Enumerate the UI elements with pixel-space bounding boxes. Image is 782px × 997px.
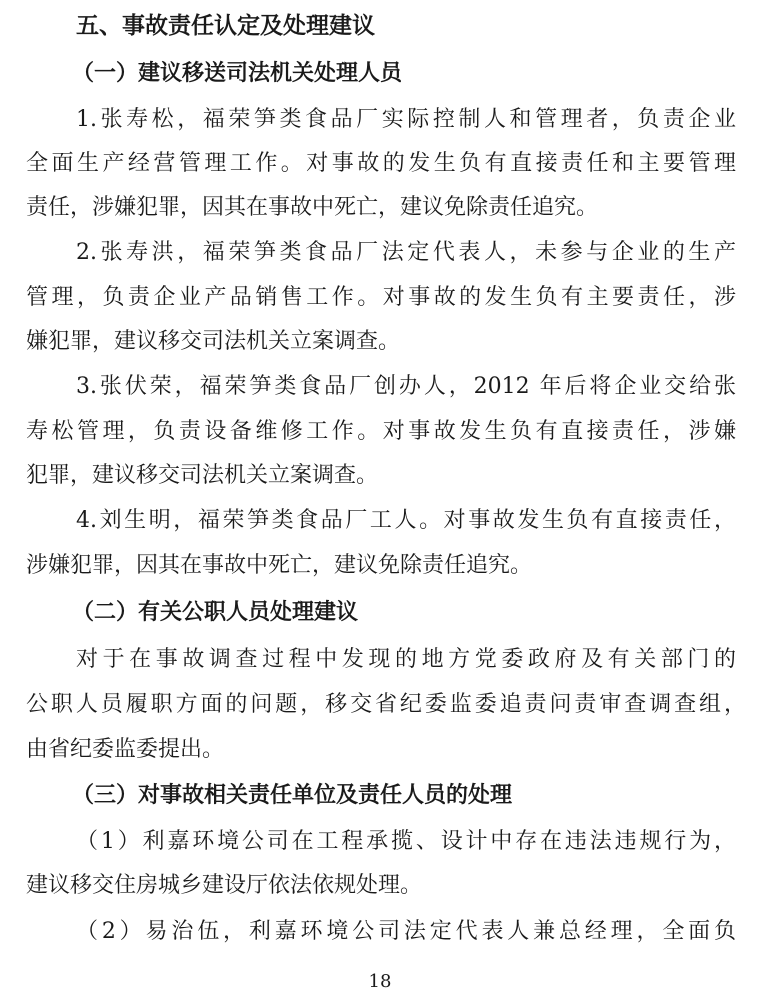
- paragraph-line: 涉嫌犯罪，因其在事故中死亡，建议免除责任追究。: [26, 553, 533, 578]
- paragraph-line: 犯罪，建议移交司法机关立案调查。: [26, 463, 379, 488]
- subsection-heading-3: （三）对事故相关责任单位及责任人员的处理: [72, 783, 513, 808]
- subsection-heading-1: （一）建议移送司法机关处理人员: [72, 61, 403, 86]
- paragraph-line: 嫌犯罪，建议移交司法机关立案调查。: [26, 329, 401, 354]
- paragraph-line: 责任，涉嫌犯罪，因其在事故中死亡，建议免除责任追究。: [26, 195, 599, 220]
- paragraph-line: 3.张伏荣，福荣笋类食品厂创办人，2012 年后将企业交给张: [76, 374, 736, 399]
- paragraph-line: （1）利嘉环境公司在工程承揽、设计中存在违法违规行为，: [76, 829, 736, 854]
- paragraph-line: 由省纪委监委提出。: [26, 737, 225, 762]
- page-number: 18: [368, 971, 392, 992]
- subsection-heading-2: （二）有关公职人员处理建议: [72, 600, 359, 625]
- paragraph-line: （2）易治伍，利嘉环境公司法定代表人兼总经理，全面负: [76, 919, 736, 944]
- paragraph-line: 4.刘生明，福荣笋类食品厂工人。对事故发生负有直接责任，: [76, 508, 736, 533]
- paragraph-line: 管理，负责企业产品销售工作。对事故的发生负有主要责任，涉: [26, 285, 736, 310]
- paragraph-line: 2.张寿洪，福荣笋类食品厂法定代表人，未参与企业的生产: [76, 240, 736, 265]
- paragraph-line: 对于在事故调查过程中发现的地方党委政府及有关部门的: [76, 647, 736, 672]
- paragraph-line: 公职人员履职方面的问题，移交省纪委监委追责问责审查调查组，: [26, 692, 746, 717]
- paragraph-line: 全面生产经营管理工作。对事故的发生负有直接责任和主要管理: [26, 151, 736, 176]
- section-heading: 五、事故责任认定及处理建议: [76, 13, 375, 39]
- paragraph-line: 建议移交住房城乡建设厅依法依规处理。: [26, 873, 423, 898]
- paragraph-line: 寿松管理，负责设备维修工作。对事故发生负有直接责任，涉嫌: [26, 419, 736, 444]
- paragraph-line: 1.张寿松，福荣笋类食品厂实际控制人和管理者，负责企业: [76, 107, 736, 132]
